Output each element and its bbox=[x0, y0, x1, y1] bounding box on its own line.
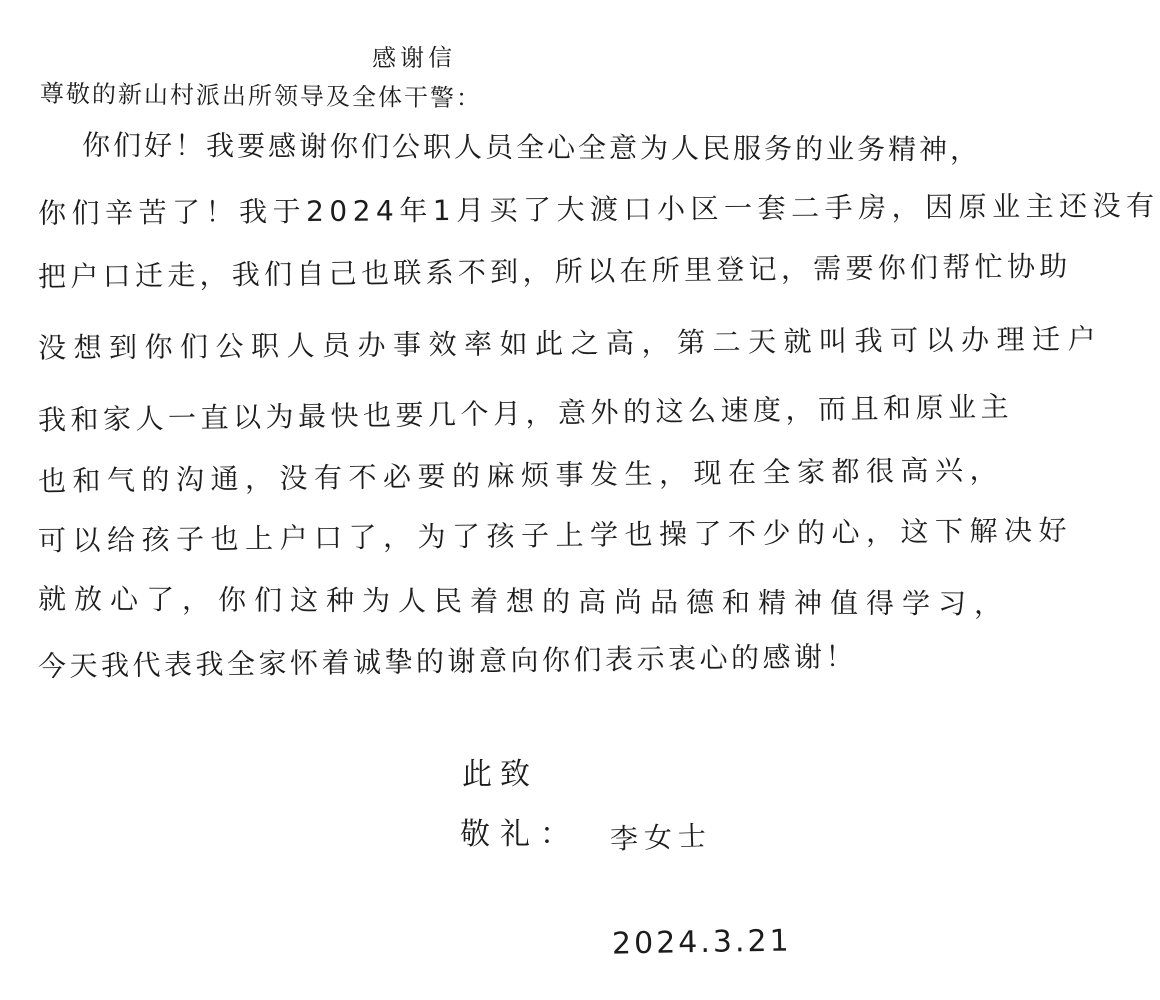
closing-cizhi: 此致 bbox=[462, 757, 538, 792]
letter-salutation: 尊敬的新山村派出所领导及全体干警： bbox=[39, 79, 483, 113]
body-line-1: 你们好！我要感谢你们公职人员全心全意为人民服务的业务精神， bbox=[81, 128, 982, 167]
signature: 李女士 bbox=[609, 819, 713, 856]
body-line-3: 把户口迁走，我们自己也联系不到，所以在所里登记，需要你们帮忙协助 bbox=[37, 249, 1072, 294]
body-line-9: 今天我代表我全家怀着诚挚的谢意向你们表示衷心的感谢！ bbox=[37, 639, 858, 684]
letter-title: 感谢信 bbox=[371, 43, 457, 73]
body-line-2: 你们辛苦了！我于2024年1月买了大渡口小区一套二手房，因原业主还没有 bbox=[37, 189, 1160, 230]
letter-date: 2024.3.21 bbox=[611, 923, 792, 962]
body-line-8: 就放心了，你们这种为人民着想的高尚品德和精神值得学习， bbox=[37, 582, 1011, 621]
body-line-4: 没想到你们公职人员办事效率如此之高，第二天就叫我可以办理迁户 bbox=[37, 322, 1104, 365]
closing-jingli: 敬礼： bbox=[460, 817, 580, 852]
body-line-6: 也和气的沟通，没有不必要的麻烦事发生，现在全家都很高兴， bbox=[37, 453, 1005, 498]
body-line-7: 可以给孩子也上户口了，为了孩子上学也操了不少的心，这下解决好 bbox=[37, 513, 1074, 558]
body-line-5: 我和家人一直以为最快也要几个月，意外的这么速度，而且和原业主 bbox=[37, 390, 1014, 437]
